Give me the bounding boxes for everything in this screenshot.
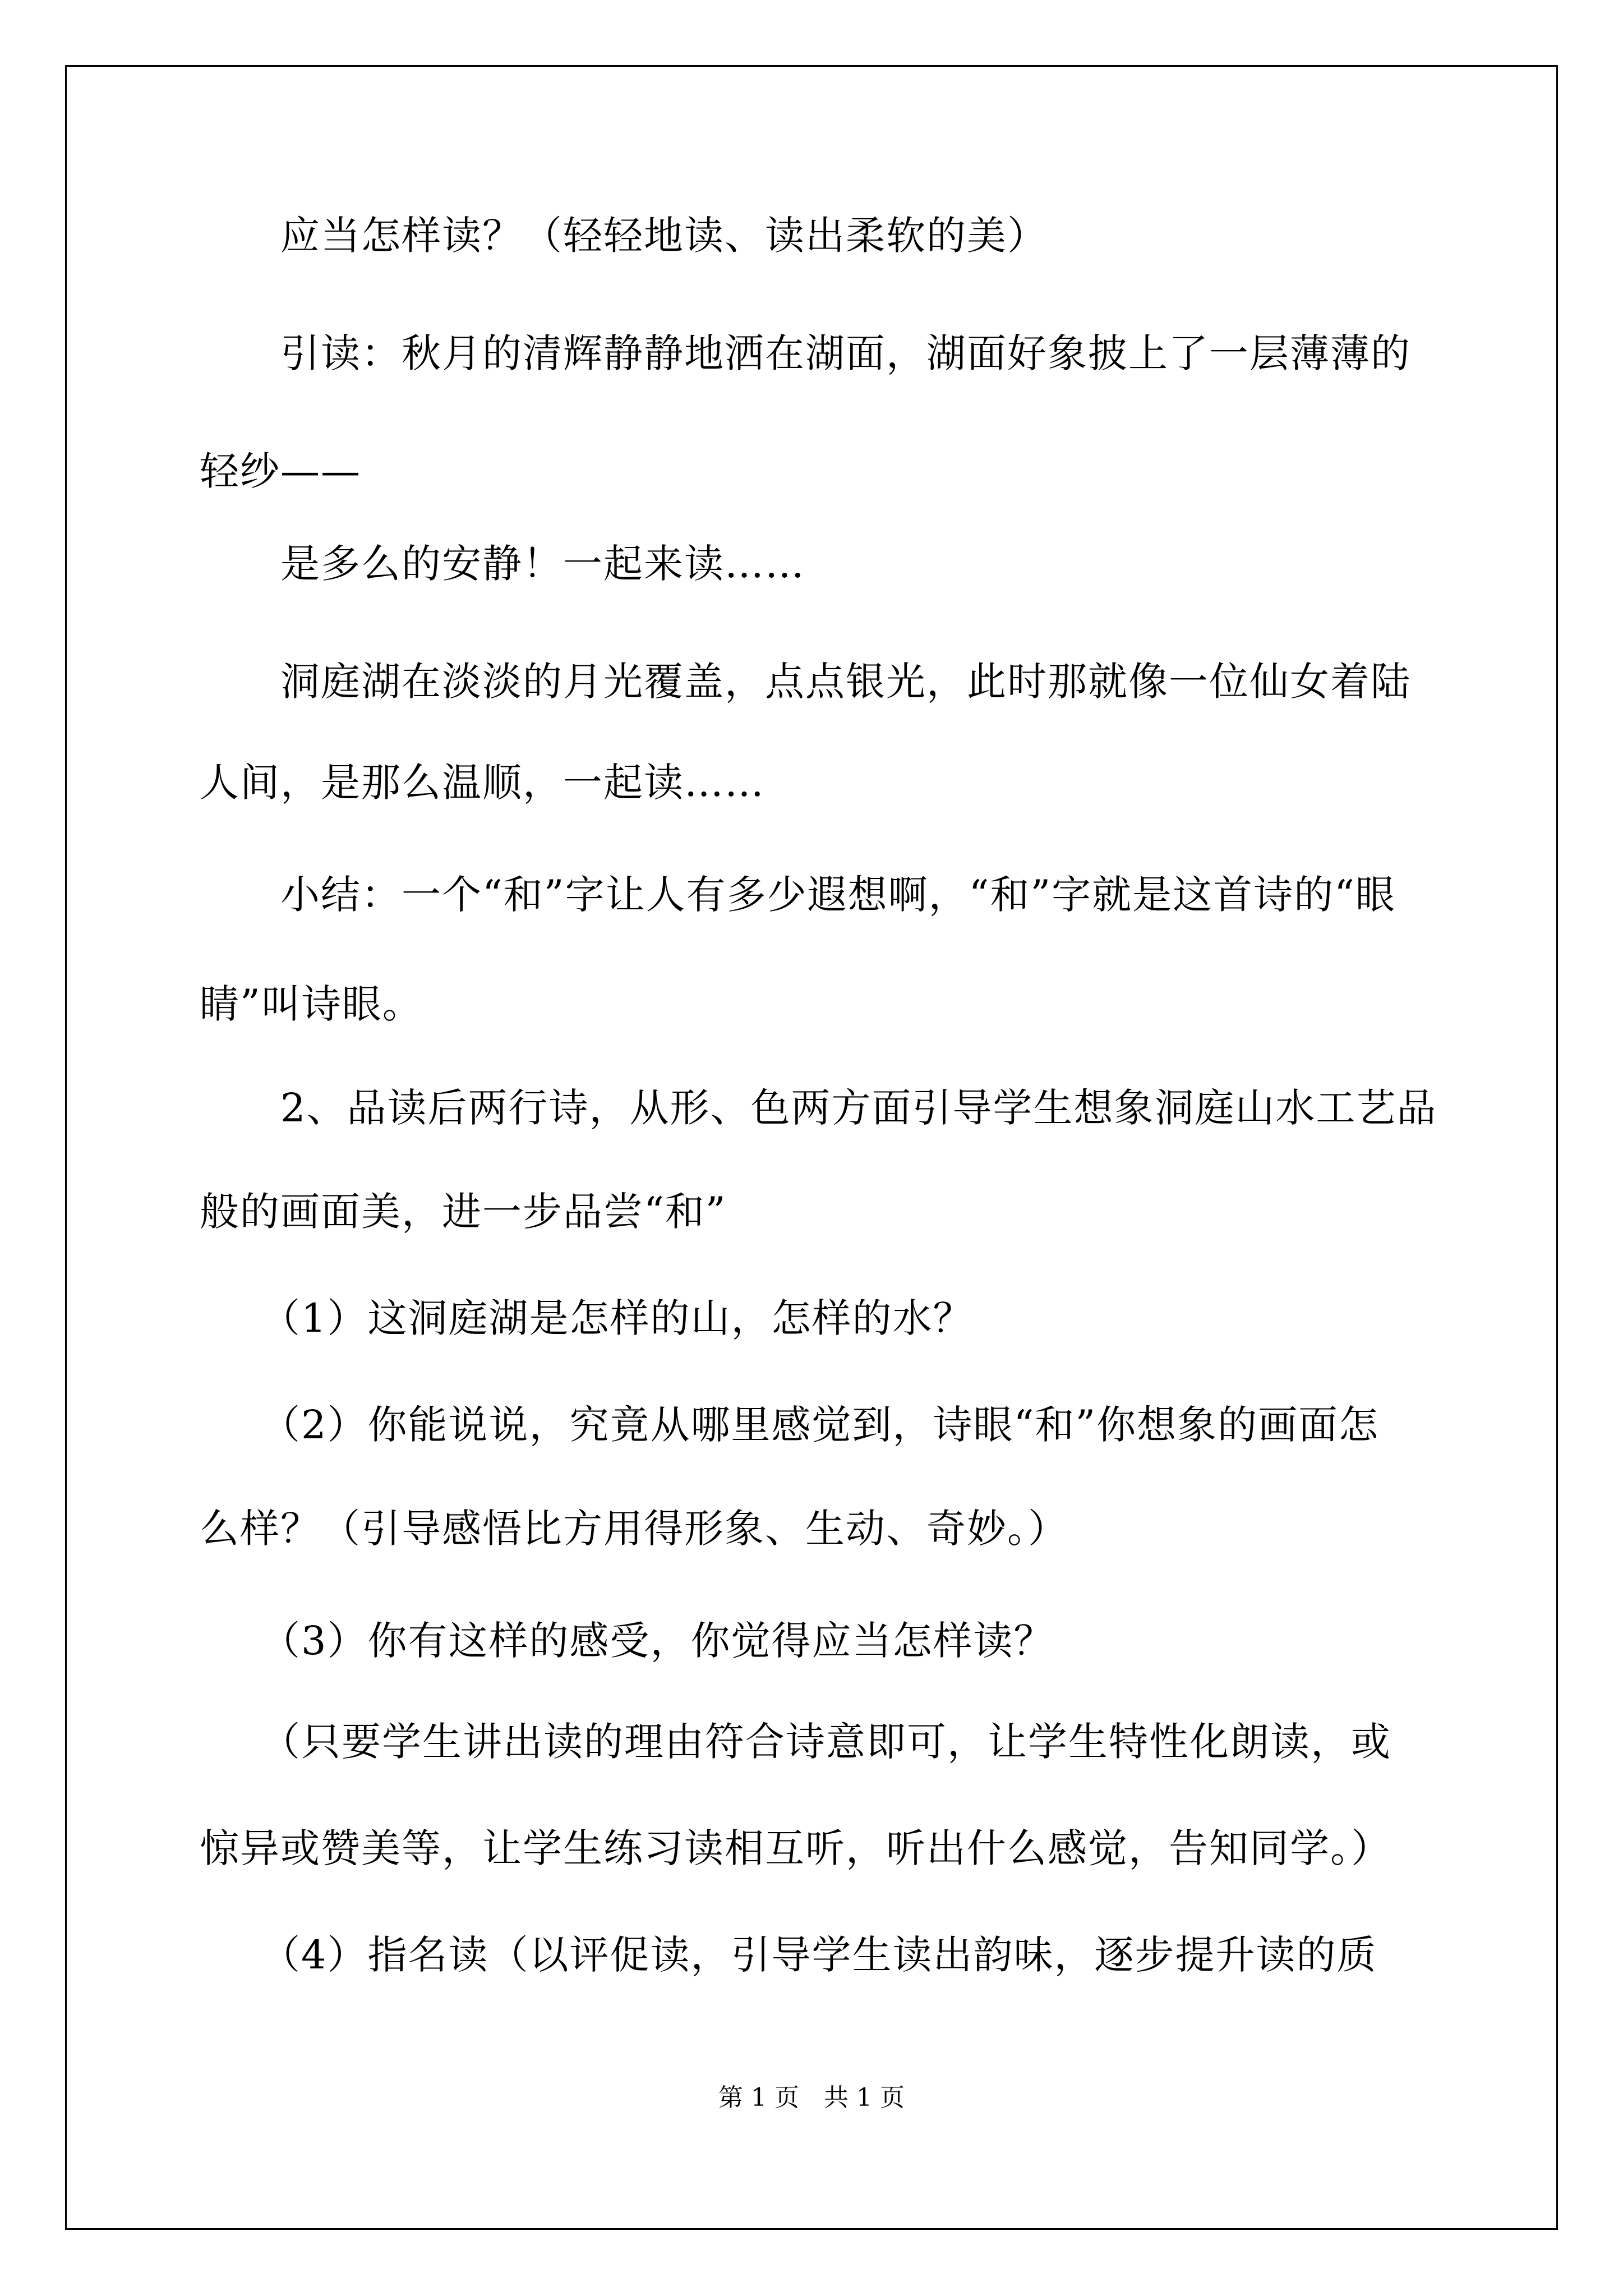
text-line: 么样？（引导感悟比方用得形象、生动、奇妙。） — [200, 1506, 1068, 1552]
text-line: 洞庭湖在淡淡的月光覆盖，点点银光，此时那就像一位仙女着陆 — [200, 659, 1411, 705]
text-line: 轻纱—— — [200, 448, 361, 494]
text-line: （只要学生讲出读的理由符合诗意即可，让学生特性化朗读，或 — [200, 1719, 1391, 1765]
text-line: 般的画面美，进一步品尝“和” — [200, 1189, 727, 1235]
text-line: 是多么的安静！一起来读…… — [200, 541, 805, 587]
text-line: 2、品读后两行诗，从形、色两方面引导学生想象洞庭山水工艺品 — [200, 1085, 1437, 1131]
text-line: 小结：一个“和”字让人有多少遐想啊，“和”字就是这首诗的“眼 — [200, 872, 1396, 918]
page-footer: 第 1 页 共 1 页 — [718, 2083, 905, 2112]
text-line: 应当怎样读？（轻轻地读、读出柔软的美） — [200, 213, 1048, 259]
page-border — [65, 65, 1558, 2230]
text-line: （3）你有这样的感受，你觉得应当怎样读？ — [200, 1618, 1054, 1664]
text-line: （4）指名读（以评促读，引导学生读出韵味，逐步提升读的质 — [200, 1932, 1377, 1978]
text-line: 惊异或赞美等，让学生练习读相互听，听出什么感觉，告知同学。） — [200, 1825, 1391, 1871]
text-line: 睛”叫诗眼。 — [200, 981, 423, 1027]
text-line: 人间，是那么温顺，一起读…… — [200, 760, 765, 806]
text-line: 引读：秋月的清辉静静地洒在湖面，湖面好象披上了一层薄薄的 — [200, 330, 1411, 376]
text-line: （1）这洞庭湖是怎样的山，怎样的水？ — [200, 1295, 974, 1341]
text-line: （2）你能说说，究竟从哪里感觉到，诗眼“和”你想象的画面怎 — [200, 1402, 1380, 1448]
